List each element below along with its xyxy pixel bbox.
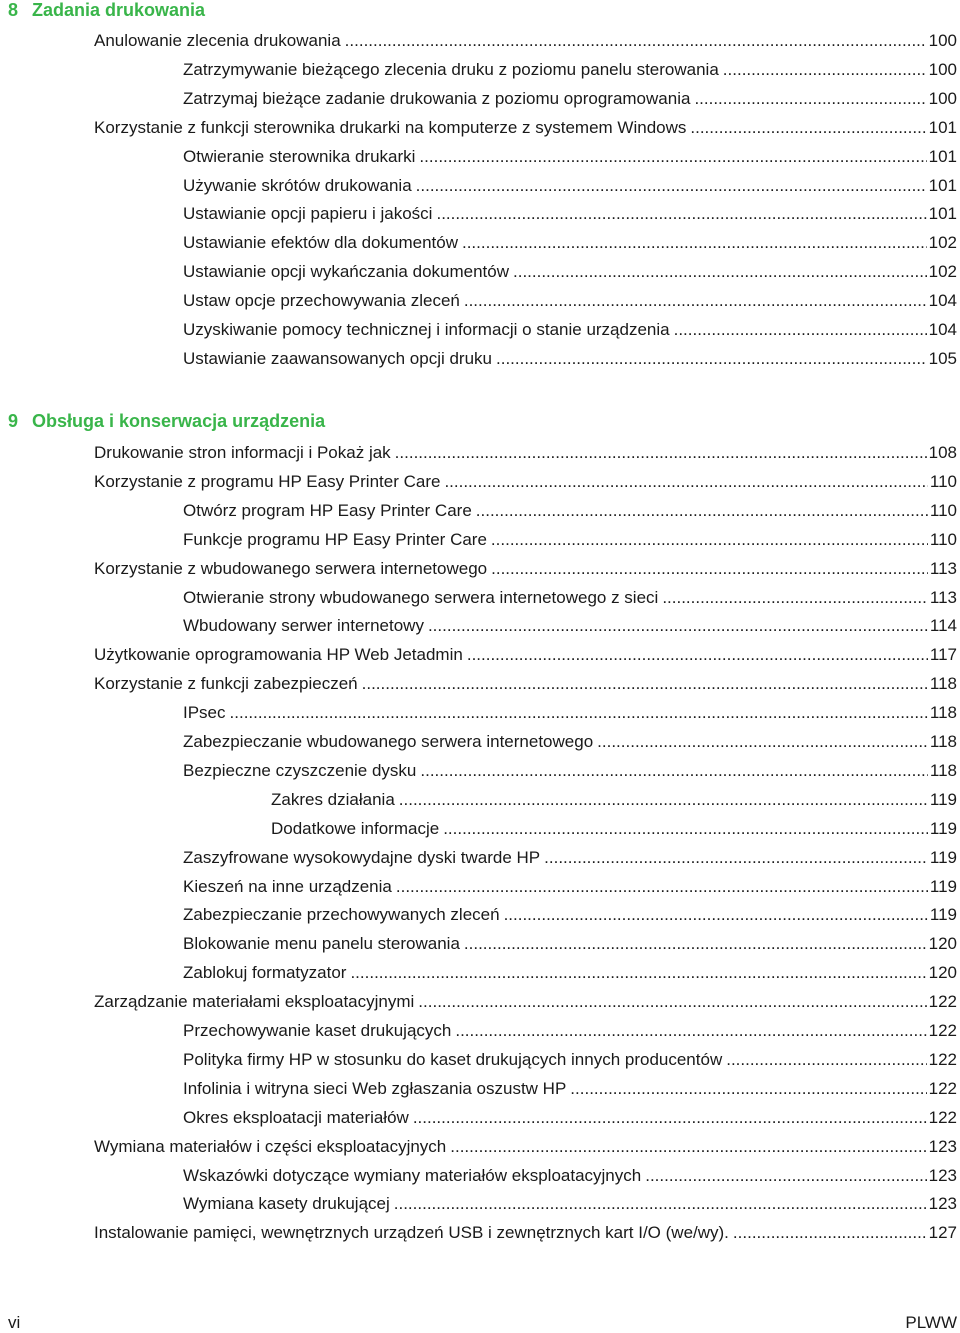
toc-entry-page: 100 [928,88,957,108]
toc-entry-page: 102 [928,261,957,281]
toc-entry[interactable] [183,1045,957,1074]
toc-entry[interactable] [94,26,957,55]
toc-entry[interactable] [271,785,957,814]
dot-leader [733,1223,927,1243]
toc-entry-title: Zakres działania [271,789,395,809]
dot-leader [464,291,927,311]
toc-entry-title: Drukowanie stron informacji i Pokaż jak [94,442,391,462]
dot-leader [443,819,928,839]
toc-entry-title: IPsec [183,702,226,722]
toc-entry[interactable] [94,467,957,496]
chapter-title: Obsługa i konserwacja urządzenia [32,411,326,431]
toc-entry-title: Zaszyfrowane wysokowydajne dyski twarde HP [183,847,541,867]
dot-leader [399,790,928,810]
toc-entry-title: Korzystanie z funkcji zabezpieczeń [94,673,358,693]
toc-entry-page: 110 [929,529,957,549]
toc-entry[interactable] [183,344,957,373]
toc-entry[interactable] [183,1161,957,1190]
toc-entry-title: Wymiana materiałów i części eksploatacyjnych [94,1136,447,1156]
toc-entry-page: 104 [928,319,957,339]
toc-entry-title: Korzystanie z wbudowanego serwera internetowego [94,558,488,578]
toc-entry-title: Przechowywanie kaset drukujących [183,1020,452,1040]
toc-entry[interactable] [183,872,957,901]
toc-entry-page: 119 [929,904,957,924]
toc-entry-page: 123 [928,1165,957,1185]
toc-entry[interactable] [183,611,957,640]
toc-entry-title: Funkcje programu HP Easy Printer Care [183,529,487,549]
toc-entry-page: 119 [929,847,957,867]
dot-leader [420,761,928,781]
dot-leader [394,1194,927,1214]
toc-entry[interactable] [94,113,957,142]
toc-entry[interactable] [183,199,957,228]
dot-leader [436,204,926,224]
footer-page-number: vi [8,1313,21,1332]
toc-entry-title: Uzyskiwanie pomocy technicznej i informacji o stanie urządzenia [183,319,670,339]
dot-leader [345,31,927,51]
toc-entry-title: Zatrzymaj bieżące zadanie drukowania z poziomu oprogramowania [183,88,691,108]
toc-entry[interactable] [183,286,957,315]
toc-entry-page: 118 [929,673,957,693]
toc-entry[interactable] [94,640,957,669]
toc-entry[interactable] [183,929,957,958]
toc-entry-title: Wbudowany serwer internetowy [183,615,424,635]
dot-leader [395,443,927,463]
toc-entry-title: Zatrzymywanie bieżącego zlecenia druku z poziomu panelu sterowania [183,59,719,79]
toc-entry-page: 101 [928,175,957,195]
dot-leader [491,530,928,550]
toc-entry-title: Wskazówki dotyczące wymiany materiałów eksploatacyjnych [183,1165,642,1185]
toc-entry[interactable] [183,1016,957,1045]
toc-entry-page: 104 [928,290,957,310]
toc-entry[interactable] [183,1074,957,1103]
dot-leader [350,963,926,983]
toc-entry[interactable] [183,727,957,756]
dot-leader [455,1021,926,1041]
toc-entry-page: 105 [928,348,957,368]
dot-leader [570,1079,926,1099]
toc-entry-page: 101 [928,117,957,137]
dot-leader [230,703,928,723]
toc-entry[interactable] [183,900,957,929]
toc-entry-title: Polityka firmy HP w stosunku do kaset drukujących innych producentów [183,1049,723,1069]
toc-entry[interactable] [183,843,957,872]
toc-entry-page: 118 [929,731,957,751]
chapter-title: Zadania drukowania [32,0,206,20]
toc-entry-page: 118 [929,702,957,722]
toc-entry[interactable] [183,1103,957,1132]
dot-leader [462,233,927,253]
dot-leader [674,320,927,340]
toc-entry-page: 122 [928,1049,957,1069]
toc-entry-title: Kieszeń na inne urządzenia [183,876,392,896]
toc-entry-title: Korzystanie z programu HP Easy Printer Care [94,471,441,491]
dot-leader [428,616,928,636]
toc-entry-title: Infolinia i witryna sieci Web zgłaszania oszustw HP [183,1078,567,1098]
dot-leader [416,176,927,196]
toc-entry[interactable] [94,554,957,583]
toc-entry-page: 101 [928,203,957,223]
toc-entry-page: 110 [929,500,957,520]
toc-entry[interactable] [183,583,957,612]
toc-entry[interactable] [183,55,957,84]
toc-entry-title: Otwórz program HP Easy Printer Care [183,500,472,520]
toc-entry-title: Dodatkowe informacje [271,818,440,838]
dot-leader [504,905,928,925]
toc-entry-page: 123 [928,1193,957,1213]
dot-leader [513,262,927,282]
toc-entry-title: Ustawianie opcji wykańczania dokumentów [183,261,509,281]
toc-entry-title: Bezpieczne czyszczenie dysku [183,760,417,780]
toc-entry-page: 101 [928,146,957,166]
toc-entry[interactable] [183,698,957,727]
toc-entry[interactable] [94,987,957,1016]
dot-leader [362,674,928,694]
dot-leader [544,848,928,868]
toc-entry-page: 120 [928,933,957,953]
toc-entry[interactable] [183,525,957,554]
dot-leader [662,588,928,608]
dot-leader [726,1050,926,1070]
toc-entry-page: 108 [928,442,957,462]
toc-entry-title: Zabezpieczanie wbudowanego serwera internetowego [183,731,594,751]
toc-entry-page: 119 [929,789,957,809]
toc-entry-title: Ustawianie opcji papieru i jakości [183,203,433,223]
dot-leader [419,147,926,167]
toc-entry[interactable] [183,958,957,987]
dot-leader [418,992,926,1012]
dot-leader [444,472,927,492]
toc-entry-title: Okres eksploatacji materiałów [183,1107,409,1127]
toc-entry-title: Zablokuj formatyzator [183,962,347,982]
dot-leader [694,89,926,109]
toc-entry[interactable] [183,257,957,286]
toc-entry[interactable] [271,814,957,843]
toc-entry-title: Zarządzanie materiałami eksploatacyjnymi [94,991,415,1011]
dot-leader [476,501,928,521]
dot-leader [723,60,927,80]
toc-entry-title: Instalowanie pamięci, wewnętrznych urządzeń USB i zewnętrznych kart I/O (we/wy). [94,1222,729,1242]
toc-entry-page: 117 [929,644,957,664]
toc-entry[interactable] [183,228,957,257]
toc-entry[interactable] [94,1132,957,1161]
toc-entry-page: 113 [929,587,957,607]
toc-entry-page: 118 [929,760,957,780]
toc-entry[interactable] [183,171,957,200]
dot-leader [413,1108,927,1128]
toc-entry[interactable] [183,1189,957,1218]
dot-leader [450,1137,926,1157]
toc-entry-page: 127 [928,1222,957,1242]
toc-entry-page: 122 [928,1078,957,1098]
toc-entry-page: 119 [929,876,957,896]
toc-entry[interactable] [94,438,957,467]
toc-entry-page: 119 [929,818,957,838]
toc-entry-page: 120 [928,962,957,982]
dot-leader [464,934,927,954]
chapter-number: 9 [8,411,19,431]
toc-entry-title: Ustawianie efektów dla dokumentów [183,232,458,252]
dot-leader [396,877,928,897]
toc-entry-title: Anulowanie zlecenia drukowania [94,30,341,50]
toc-entry[interactable] [94,669,957,698]
toc-entry[interactable] [183,756,957,785]
toc-entry-title: Ustaw opcje przechowywania zleceń [183,290,460,310]
toc-entry-title: Otwieranie sterownika drukarki [183,146,416,166]
dot-leader [491,559,928,579]
chapter-number: 8 [8,0,19,20]
dot-leader [467,645,928,665]
toc-entry-page: 122 [928,991,957,1011]
toc-entry-page: 102 [928,232,957,252]
toc-entry-page: 122 [928,1107,957,1127]
toc-entry-page: 113 [929,558,957,578]
toc-entry-title: Korzystanie z funkcji sterownika drukarki na komputerze z systemem Windows [94,117,687,137]
footer-locale: PLWW [905,1313,957,1332]
toc-entry-page: 100 [928,59,957,79]
dot-leader [597,732,928,752]
toc-entry[interactable] [94,1218,957,1247]
toc-entry-title: Otwieranie strony wbudowanego serwera internetowego z sieci [183,587,659,607]
toc-entry-page: 122 [928,1020,957,1040]
toc-entry-page: 123 [928,1136,957,1156]
toc-entry-page: 110 [929,471,957,491]
dot-leader [690,118,926,138]
toc-entry-page: 100 [928,30,957,50]
toc-entry-title: Wymiana kasety drukującej [183,1193,390,1213]
toc-entry[interactable] [183,84,957,113]
toc-entry-title: Używanie skrótów drukowania [183,175,412,195]
toc-entry[interactable] [183,315,957,344]
dot-leader [645,1166,926,1186]
toc-entry[interactable] [183,496,957,525]
toc-entry-title: Ustawianie zaawansowanych opcji druku [183,348,492,368]
toc-entry-page: 114 [929,615,957,635]
toc-entry-title: Zabezpieczanie przechowywanych zleceń [183,904,500,924]
toc-entry-title: Blokowanie menu panelu sterowania [183,933,460,953]
toc-entry[interactable] [183,142,957,171]
toc-entry-title: Użytkowanie oprogramowania HP Web Jetadmin [94,644,463,664]
dot-leader [496,349,927,369]
